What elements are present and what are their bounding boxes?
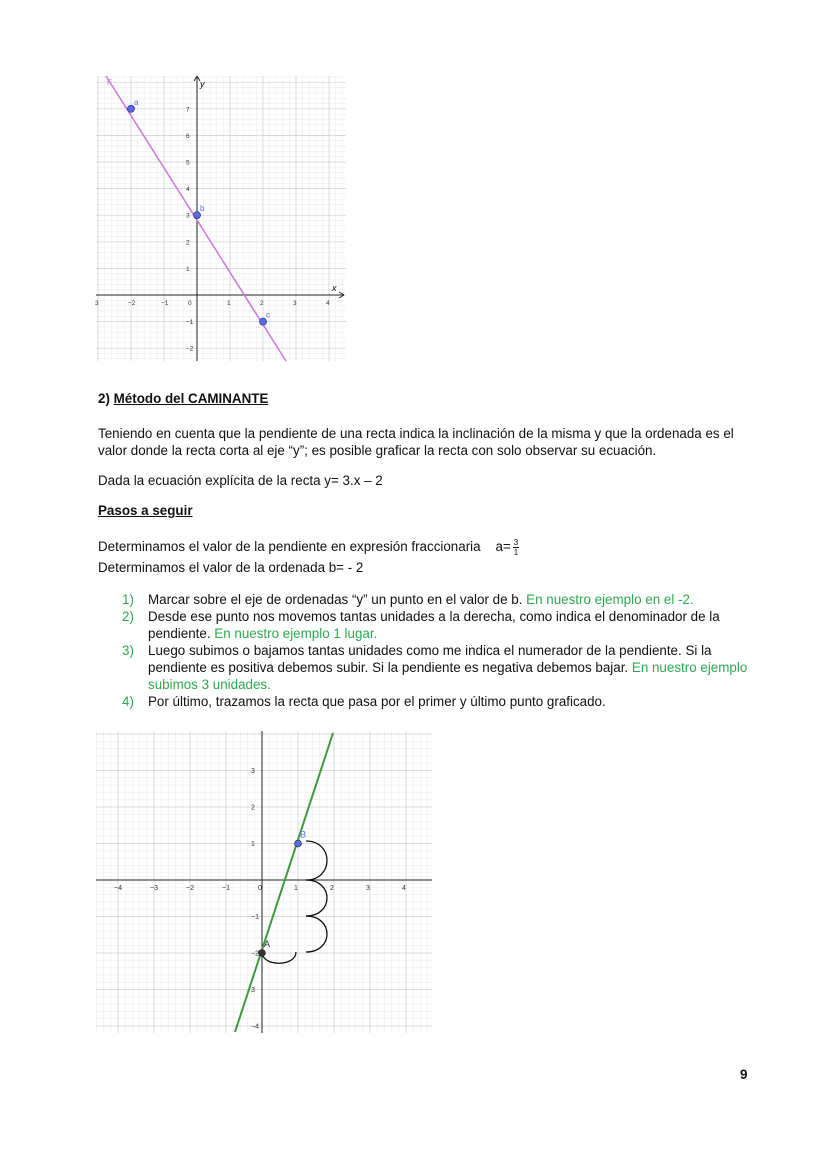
step-item (98, 591, 753, 608)
section-title (98, 391, 268, 406)
graph2-x-tick-labels (114, 885, 406, 892)
section-number: 2) (98, 391, 110, 406)
y-tick-label: 7 (186, 106, 190, 114)
y-tick-label: 5 (186, 159, 190, 167)
x-tick-label: −1 (161, 300, 169, 307)
point-B (295, 840, 302, 847)
graph-line-through-points (96, 76, 346, 361)
step-item (98, 693, 753, 710)
x-tick-label: 1 (227, 300, 231, 307)
y-tick-label: 3 (251, 987, 255, 994)
section-title-text: Método del CAMINANTE (113, 391, 269, 406)
step-number: 4) (122, 694, 134, 709)
x-tick-label: 2 (260, 300, 264, 307)
step-example: En nuestro ejemplo 1 lugar. (214, 626, 378, 641)
y-tick-label: 1 (251, 841, 255, 848)
graph-walker-method (96, 731, 432, 1033)
point-label-b: b (200, 204, 205, 214)
point-label-c: c (266, 310, 270, 320)
slope-denominator: 1 (513, 547, 519, 557)
slope-fraction (513, 538, 519, 557)
x-tick-label: −3 (150, 885, 158, 892)
x-tick-label: −2 (128, 300, 136, 307)
step-item (98, 642, 753, 693)
step-text: Por último, trazamos la recta que pasa por el primer y último punto graficado. (148, 694, 606, 709)
x-tick-label: 1 (294, 885, 298, 892)
step-text: Marcar sobre el eje de ordenadas “y” un punto en el valor de b. (148, 592, 523, 607)
intercept-line: Determinamos el valor de la ordenada b= - 2 (98, 560, 364, 575)
point-label-B: B (300, 829, 307, 840)
slope-text: Determinamos el valor de la pendiente en expresión fraccionaria (98, 539, 481, 554)
x-tick-label: −4 (114, 885, 122, 892)
step-item (98, 608, 753, 642)
step-number: 2) (122, 609, 134, 624)
y-tick-label: 1 (186, 265, 190, 273)
graph2-major-grid (96, 731, 432, 1033)
slope-line (98, 536, 753, 558)
slope-prefix: a= (495, 539, 511, 554)
y-tick-label: 3 (251, 768, 255, 775)
graph2-step-up-arc-3 (306, 841, 327, 880)
graph2-minor-grid (96, 731, 432, 1033)
x-tick-label: 0 (188, 300, 192, 307)
graph1-points (128, 98, 271, 325)
intro-paragraph: Teniendo en cuenta que la pendiente de una recta indica la inclinación de la misma y que la ordenada es el valor donde la recta corta al eje “y”; es posible graficar la recta con solo observar su ecuación. (98, 426, 734, 458)
graph2-step-up-arc-2 (306, 880, 327, 916)
y-tick-label: −2 (186, 345, 194, 353)
x-tick-label: 3 (293, 300, 297, 307)
point-label-A: A (264, 939, 271, 949)
x-tick-label: −1 (222, 885, 230, 892)
x-tick-label: −2 (186, 885, 194, 892)
graph1-line-label: F (107, 78, 112, 87)
step-text: Desde ese punto nos movemos tantas unidades a la derecha, como indica el denominador de la pendiente. (148, 609, 720, 641)
graph1-x-tick-labels (95, 300, 330, 307)
step-example: En nuestro ejemplo subimos 3 unidades. (148, 660, 748, 692)
step-number: 3) (122, 643, 134, 658)
y-tick-label: −1 (186, 319, 194, 327)
x-tick-label: 0 (258, 885, 262, 892)
point-label-a: a (134, 97, 139, 107)
y-tick-label: −4 (251, 1023, 259, 1031)
step-example: En nuestro ejemplo en el -2. (526, 592, 694, 607)
equation-line: Dada la ecuación explícita de la recta y= 3.x – 2 (98, 473, 383, 488)
y-tick-label: 6 (186, 132, 190, 140)
y-tick-label: 4 (186, 186, 190, 194)
step-number: 1) (122, 592, 134, 607)
graph1-y-axis-label: y (200, 79, 205, 89)
x-tick-label: 2 (330, 885, 334, 892)
y-tick-label: −2 (251, 950, 259, 958)
step-text: Luego subimos o bajamos tantas unidades como me indica el numerador de la pendiente. Si la pendiente es positiva debemos subir. Si la pendiente es negativa debemos bajar. (148, 643, 712, 675)
steps-heading: Pasos a seguir (98, 503, 193, 518)
graph1-x-axis-label: x (332, 283, 337, 293)
x-tick-label: 3 (95, 300, 99, 307)
x-tick-label: 4 (326, 300, 330, 307)
graph1-y-tick-labels (186, 106, 194, 352)
point-A (259, 950, 266, 957)
x-tick-label: 3 (366, 885, 370, 892)
steps-list (98, 591, 753, 710)
y-tick-label: −1 (251, 914, 259, 921)
y-tick-label: 2 (251, 804, 255, 812)
y-tick-label: 3 (186, 212, 190, 220)
graph2-step-up-arc-1 (306, 916, 327, 952)
page-number: 9 (740, 1067, 748, 1082)
y-tick-label: 2 (186, 239, 190, 247)
slope-numerator: 3 (513, 537, 519, 547)
x-tick-label: 4 (402, 885, 406, 892)
